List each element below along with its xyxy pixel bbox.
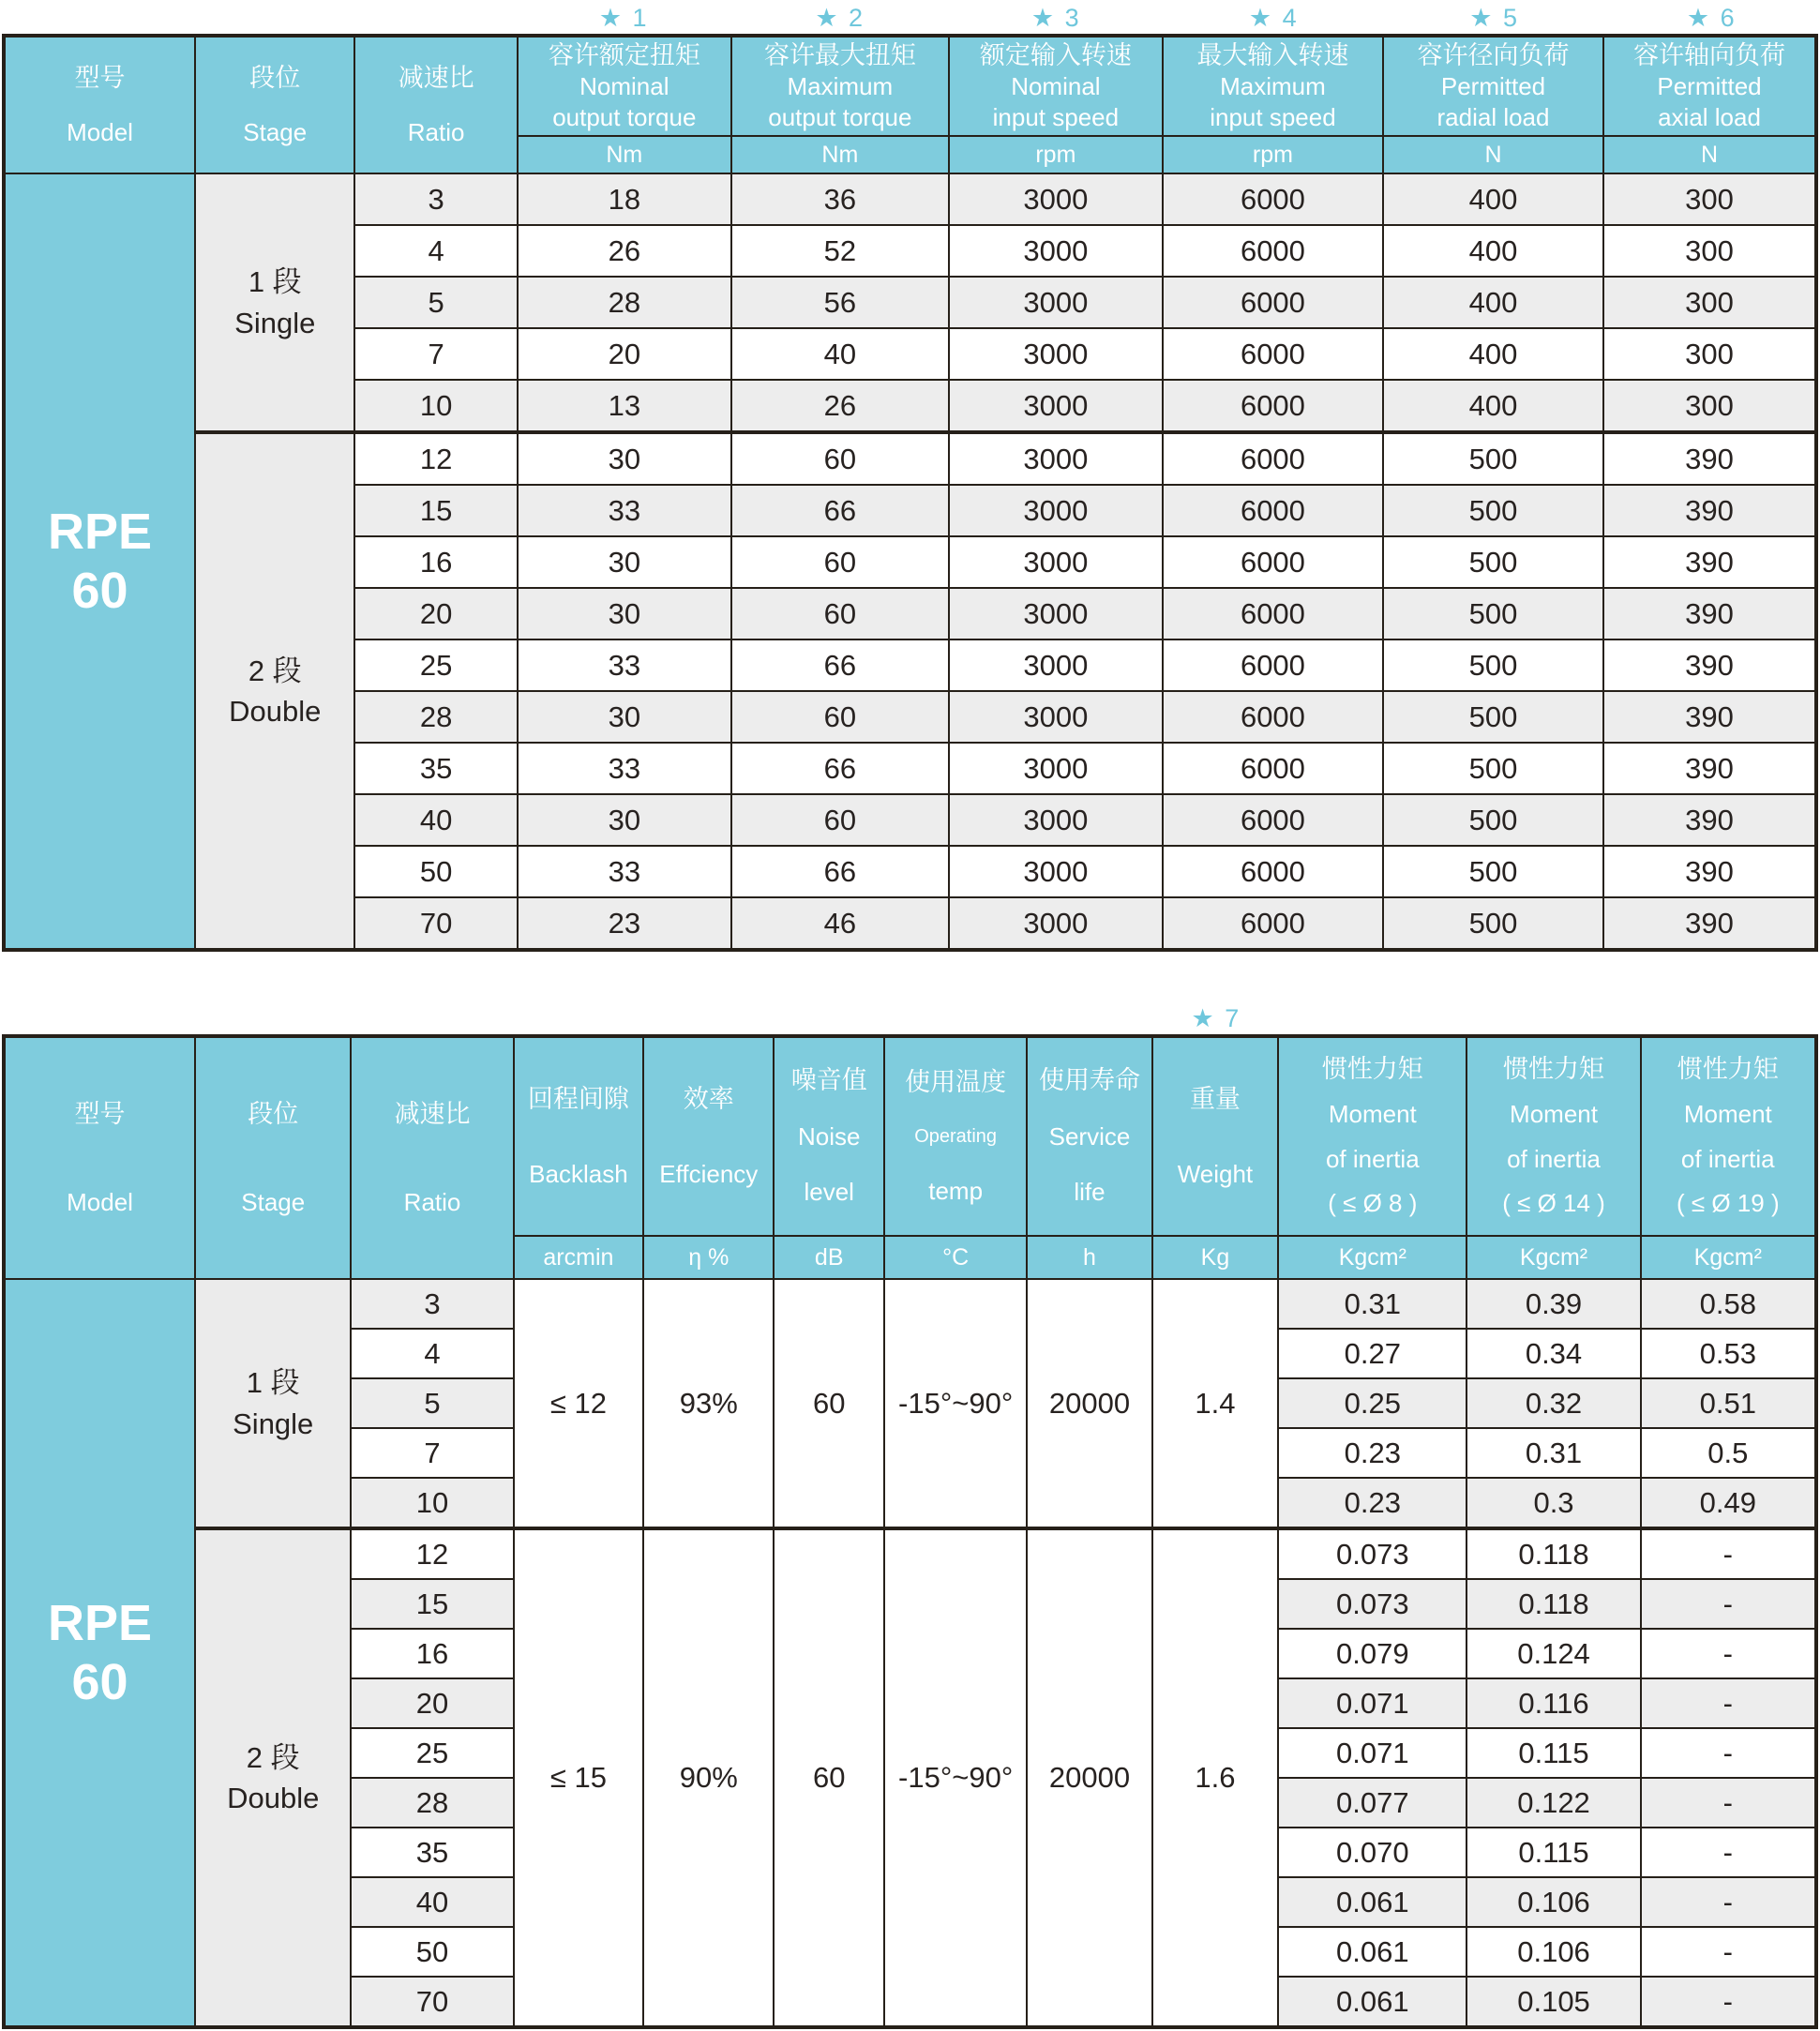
model-header-cell: 型号 Model (4, 1036, 195, 1279)
ratio-cell: 40 (354, 794, 517, 846)
unit-cell: η % (643, 1236, 774, 1279)
spec-merged-cell: 20000 (1027, 1279, 1151, 1528)
value-cell: 390 (1603, 485, 1816, 536)
value-cell: 390 (1603, 691, 1816, 743)
column-header-radial-load: 容许径向负荷 Permitted radial load (1383, 36, 1603, 136)
spec-merged-cell: 1.4 (1152, 1279, 1279, 1528)
value-cell: - (1641, 1977, 1816, 2027)
value-cell: - (1641, 1678, 1816, 1728)
star-note-2: ★ 2 (815, 4, 865, 32)
star-note-5: ★ 5 (1469, 4, 1519, 32)
value-cell: 0.116 (1467, 1678, 1640, 1728)
ratio-cell: 15 (354, 485, 517, 536)
model-code: RPE (48, 504, 153, 561)
stage-cell (195, 173, 354, 432)
value-cell: 390 (1603, 639, 1816, 691)
value-cell: 390 (1603, 846, 1816, 897)
value-cell: 0.27 (1278, 1329, 1467, 1378)
value-cell: 66 (731, 639, 949, 691)
value-cell: 6000 (1163, 225, 1383, 277)
ratio-cell: 70 (354, 897, 517, 950)
value-cell: 3000 (949, 328, 1163, 380)
unit-cell: Kg (1152, 1236, 1279, 1279)
value-cell: 0.073 (1278, 1528, 1467, 1579)
ratio-cell: 16 (351, 1629, 513, 1678)
column-header-backlash: 回程间隙 Backlash (514, 1036, 643, 1236)
unit-cell: °C (884, 1236, 1027, 1279)
ratio-cell: 10 (354, 380, 517, 432)
value-cell: 13 (518, 380, 731, 432)
unit-cell: rpm (949, 136, 1163, 173)
unit-cell: Nm (731, 136, 949, 173)
value-cell: 3000 (949, 485, 1163, 536)
value-cell: - (1641, 1877, 1816, 1927)
stage-label: 2 段 (248, 654, 302, 687)
value-cell: 6000 (1163, 846, 1383, 897)
value-cell: 500 (1383, 432, 1603, 485)
spec-merged-cell: -15°~90° (884, 1528, 1027, 2027)
value-cell: 30 (518, 794, 731, 846)
value-cell: 0.079 (1278, 1629, 1467, 1678)
value-cell: 0.061 (1278, 1927, 1467, 1977)
value-cell: 30 (518, 536, 731, 588)
value-cell: 0.115 (1467, 1728, 1640, 1778)
value-cell: 3000 (949, 277, 1163, 328)
star-note-1: ★ 1 (598, 4, 649, 32)
ratio-cell: 5 (354, 277, 517, 328)
stage-label: Single (234, 306, 316, 339)
stage-cell (195, 432, 354, 950)
value-cell: 30 (518, 432, 731, 485)
tables-gap (2, 952, 1818, 1002)
value-cell: - (1641, 1528, 1816, 1579)
stage-cell (195, 1528, 351, 2027)
value-cell: 390 (1603, 588, 1816, 639)
ratio-cell: 15 (351, 1579, 513, 1629)
value-cell: 0.5 (1641, 1428, 1816, 1478)
value-cell: - (1641, 1828, 1816, 1877)
value-cell: 18 (518, 173, 731, 225)
ratio-cell: 3 (354, 173, 517, 225)
column-header-axial-load: 容许轴向负荷 Permitted axial load (1603, 36, 1816, 136)
value-cell: 0.115 (1467, 1828, 1640, 1877)
ratio-cell: 7 (351, 1428, 513, 1478)
value-cell: 30 (518, 588, 731, 639)
value-cell: 6000 (1163, 794, 1383, 846)
value-cell: 500 (1383, 846, 1603, 897)
stage-label: Double (229, 695, 322, 728)
value-cell: 60 (731, 588, 949, 639)
value-cell: 0.23 (1278, 1478, 1467, 1528)
value-cell: 0.34 (1467, 1329, 1640, 1378)
unit-cell: N (1603, 136, 1816, 173)
performance-table-block (2, 2, 1818, 952)
value-cell: 3000 (949, 846, 1163, 897)
characteristics-table-block (2, 1002, 1818, 2029)
model-code: 60 (71, 1653, 128, 1710)
unit-cell: Kgcm² (1278, 1236, 1467, 1279)
ratio-cell: 20 (354, 588, 517, 639)
value-cell: 6000 (1163, 536, 1383, 588)
ratio-cell: 50 (351, 1927, 513, 1977)
unit-cell: rpm (1163, 136, 1383, 173)
spec-merged-cell: 1.6 (1152, 1528, 1279, 2027)
value-cell: 26 (731, 380, 949, 432)
stage-label: 1 段 (248, 265, 302, 299)
stage-label: Double (227, 1782, 320, 1814)
table-row (4, 1279, 1816, 1329)
spec-merged-cell: -15°~90° (884, 1279, 1027, 1528)
ratio-cell: 5 (351, 1378, 513, 1428)
model-cell (4, 1279, 195, 2027)
table1-star-strip (2, 2, 1818, 34)
value-cell: - (1641, 1579, 1816, 1629)
value-cell: 46 (731, 897, 949, 950)
value-cell: 400 (1383, 173, 1603, 225)
value-cell: 400 (1383, 225, 1603, 277)
value-cell: 0.49 (1641, 1478, 1816, 1528)
ratio-cell: 50 (354, 846, 517, 897)
ratio-cell: 3 (351, 1279, 513, 1329)
value-cell: 6000 (1163, 277, 1383, 328)
value-cell: 66 (731, 743, 949, 794)
ratio-header-cell: 减速比 Ratio (351, 1036, 513, 1279)
value-cell: 500 (1383, 743, 1603, 794)
value-cell: 500 (1383, 691, 1603, 743)
value-cell: 0.3 (1467, 1478, 1640, 1528)
value-cell: 0.31 (1467, 1428, 1640, 1478)
value-cell: 33 (518, 485, 731, 536)
ratio-cell: 16 (354, 536, 517, 588)
value-cell: 60 (731, 536, 949, 588)
model-code: 60 (71, 562, 128, 619)
ratio-cell: 70 (351, 1977, 513, 2027)
model-header-cell: 型号 Model (4, 36, 195, 173)
value-cell: 3000 (949, 897, 1163, 950)
value-cell: 0.118 (1467, 1528, 1640, 1579)
value-cell: 3000 (949, 380, 1163, 432)
value-cell: 390 (1603, 743, 1816, 794)
table-row (4, 432, 1816, 485)
value-cell: 6000 (1163, 639, 1383, 691)
unit-cell: dB (774, 1236, 884, 1279)
spec-merged-cell: ≤ 12 (514, 1279, 643, 1528)
unit-cell: h (1027, 1236, 1151, 1279)
performance-table (2, 34, 1818, 952)
ratio-header-cell: 减速比 Ratio (354, 36, 517, 173)
ratio-cell: 7 (354, 328, 517, 380)
value-cell: 6000 (1163, 432, 1383, 485)
stage-header-cell: 段位 Stage (195, 36, 354, 173)
column-header-inertia-8: 惯性力矩 Moment of inertia ( ≤ Ø 8 ) (1278, 1036, 1467, 1236)
value-cell: 500 (1383, 588, 1603, 639)
value-cell: 0.39 (1467, 1279, 1640, 1329)
column-header-efficiency: 效率 Effciency (643, 1036, 774, 1236)
value-cell: 6000 (1163, 897, 1383, 950)
star-note-3: ★ 3 (1030, 4, 1081, 32)
stage-cell (195, 1279, 351, 1528)
stage-label: 1 段 (246, 1366, 300, 1400)
table-row (4, 1528, 1816, 1579)
value-cell: 500 (1383, 897, 1603, 950)
value-cell: 0.071 (1278, 1728, 1467, 1778)
value-cell: 33 (518, 639, 731, 691)
ratio-cell: 4 (354, 225, 517, 277)
ratio-cell: 35 (354, 743, 517, 794)
ratio-cell: 12 (354, 432, 517, 485)
spec-merged-cell: ≤ 15 (514, 1528, 643, 2027)
value-cell: 400 (1383, 328, 1603, 380)
value-cell: 0.124 (1467, 1629, 1640, 1678)
ratio-cell: 28 (354, 691, 517, 743)
stage-label: 2 段 (246, 1740, 300, 1774)
column-header-max-speed: 最大输入转速 Maximum input speed (1163, 36, 1383, 136)
value-cell: 40 (731, 328, 949, 380)
unit-cell: Kgcm² (1467, 1236, 1640, 1279)
value-cell: 300 (1603, 380, 1816, 432)
ratio-cell: 25 (351, 1728, 513, 1778)
value-cell: 300 (1603, 277, 1816, 328)
star-note-4: ★ 4 (1248, 4, 1299, 32)
column-header-noise-level: 噪音值 Noise level (774, 1036, 884, 1236)
column-header-service-life: 使用寿命 Service life (1027, 1036, 1151, 1236)
value-cell: - (1641, 1778, 1816, 1828)
spec-merged-cell: 90% (643, 1528, 774, 2027)
value-cell: 300 (1603, 173, 1816, 225)
star-note-6: ★ 6 (1686, 4, 1737, 32)
model-cell (4, 173, 195, 950)
column-header-inertia-19: 惯性力矩 Moment of inertia ( ≤ Ø 19 ) (1641, 1036, 1816, 1236)
value-cell: 0.070 (1278, 1828, 1467, 1877)
value-cell: 390 (1603, 794, 1816, 846)
value-cell: 0.122 (1467, 1778, 1640, 1828)
value-cell: - (1641, 1927, 1816, 1977)
value-cell: 6000 (1163, 691, 1383, 743)
column-header-nominal-speed: 额定输入转速 Nominal input speed (949, 36, 1163, 136)
value-cell: 3000 (949, 173, 1163, 225)
value-cell: 66 (731, 485, 949, 536)
value-cell: 26 (518, 225, 731, 277)
value-cell: 0.061 (1278, 1977, 1467, 2027)
spec-merged-cell: 20000 (1027, 1528, 1151, 2027)
value-cell: - (1641, 1629, 1816, 1678)
value-cell: 300 (1603, 328, 1816, 380)
spec-merged-cell: 60 (774, 1279, 884, 1528)
value-cell: 390 (1603, 536, 1816, 588)
value-cell: 500 (1383, 485, 1603, 536)
value-cell: 0.105 (1467, 1977, 1640, 2027)
value-cell: 500 (1383, 639, 1603, 691)
value-cell: 0.077 (1278, 1778, 1467, 1828)
value-cell: 0.51 (1641, 1378, 1816, 1428)
unit-cell: arcmin (514, 1236, 643, 1279)
stage-header-cell: 段位 Stage (195, 1036, 351, 1279)
value-cell: 0.53 (1641, 1329, 1816, 1378)
value-cell: 6000 (1163, 743, 1383, 794)
value-cell: 3000 (949, 639, 1163, 691)
value-cell: - (1641, 1728, 1816, 1778)
value-cell: 60 (731, 794, 949, 846)
ratio-cell: 12 (351, 1528, 513, 1579)
value-cell: 6000 (1163, 173, 1383, 225)
column-header-nominal-torque: 容许额定扭矩 Nominal output torque (518, 36, 731, 136)
value-cell: 56 (731, 277, 949, 328)
value-cell: 0.25 (1278, 1378, 1467, 1428)
column-header-weight: 重量 Weight (1152, 1036, 1279, 1236)
value-cell: 0.071 (1278, 1678, 1467, 1728)
value-cell: 400 (1383, 277, 1603, 328)
value-cell: 33 (518, 743, 731, 794)
value-cell: 3000 (949, 432, 1163, 485)
value-cell: 6000 (1163, 380, 1383, 432)
unit-cell: Nm (518, 136, 731, 173)
ratio-cell: 28 (351, 1778, 513, 1828)
spec-merged-cell: 60 (774, 1528, 884, 2027)
value-cell: 30 (518, 691, 731, 743)
value-cell: 52 (731, 225, 949, 277)
characteristics-table (2, 1034, 1818, 2029)
value-cell: 3000 (949, 743, 1163, 794)
value-cell: 390 (1603, 897, 1816, 950)
value-cell: 0.31 (1278, 1279, 1467, 1329)
value-cell: 300 (1603, 225, 1816, 277)
value-cell: 28 (518, 277, 731, 328)
value-cell: 6000 (1163, 588, 1383, 639)
ratio-cell: 20 (351, 1678, 513, 1728)
value-cell: 0.58 (1641, 1279, 1816, 1329)
ratio-cell: 35 (351, 1828, 513, 1877)
value-cell: 23 (518, 897, 731, 950)
value-cell: 33 (518, 846, 731, 897)
value-cell: 0.118 (1467, 1579, 1640, 1629)
value-cell: 20 (518, 328, 731, 380)
value-cell: 500 (1383, 794, 1603, 846)
value-cell: 36 (731, 173, 949, 225)
value-cell: 0.073 (1278, 1579, 1467, 1629)
column-header-operating-temp: 使用温度 Operating temp (884, 1036, 1027, 1236)
model-code: RPE (48, 1595, 153, 1652)
table2-star-strip (2, 1002, 1818, 1034)
ratio-cell: 4 (351, 1329, 513, 1378)
value-cell: 0.23 (1278, 1428, 1467, 1478)
value-cell: 400 (1383, 380, 1603, 432)
ratio-cell: 25 (354, 639, 517, 691)
column-header-inertia-14: 惯性力矩 Moment of inertia ( ≤ Ø 14 ) (1467, 1036, 1640, 1236)
value-cell: 500 (1383, 536, 1603, 588)
value-cell: 3000 (949, 691, 1163, 743)
value-cell: 390 (1603, 432, 1816, 485)
ratio-cell: 10 (351, 1478, 513, 1528)
value-cell: 3000 (949, 794, 1163, 846)
column-header-max-torque: 容许最大扭矩 Maximum output torque (731, 36, 949, 136)
value-cell: 0.106 (1467, 1927, 1640, 1977)
value-cell: 0.32 (1467, 1378, 1640, 1428)
value-cell: 3000 (949, 588, 1163, 639)
value-cell: 0.106 (1467, 1877, 1640, 1927)
value-cell: 60 (731, 432, 949, 485)
value-cell: 66 (731, 846, 949, 897)
star-note-7: ★ 7 (1191, 1004, 1241, 1032)
value-cell: 3000 (949, 225, 1163, 277)
value-cell: 6000 (1163, 328, 1383, 380)
unit-cell: Kgcm² (1641, 1236, 1816, 1279)
spec-merged-cell: 93% (643, 1279, 774, 1528)
value-cell: 0.061 (1278, 1877, 1467, 1927)
ratio-cell: 40 (351, 1877, 513, 1927)
value-cell: 60 (731, 691, 949, 743)
stage-label: Single (233, 1407, 314, 1440)
unit-cell: N (1383, 136, 1603, 173)
table-row (4, 173, 1816, 225)
value-cell: 6000 (1163, 485, 1383, 536)
value-cell: 3000 (949, 536, 1163, 588)
